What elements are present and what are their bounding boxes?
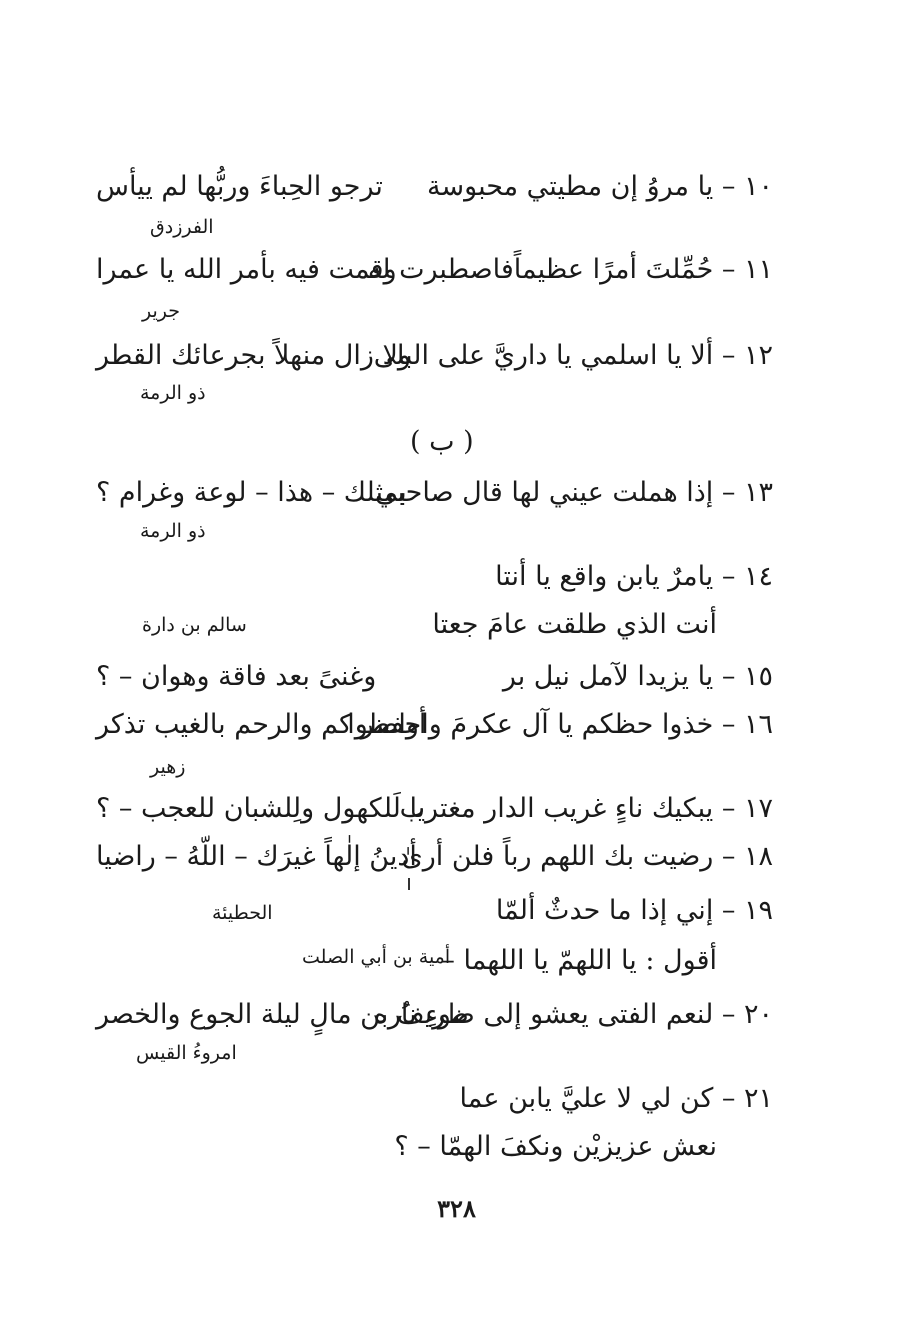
verse-line — [96, 333, 773, 379]
first-hemistich: ١٥ – يا يزيدا لآمل نيل بر — [502, 661, 773, 692]
first-hemistich: ١٠ – يا مروُ إن مطيتي محبوسة — [427, 171, 773, 202]
verse-line — [96, 786, 773, 832]
page-number: ٣٢٨ — [437, 1194, 476, 1223]
second-hemistich: وقمت فيه بأمر الله يا عمرا — [96, 254, 397, 285]
verse-line — [96, 992, 773, 1038]
poet-attribution: الحطيئة — [212, 902, 273, 924]
verse-line — [96, 654, 773, 700]
verse-line — [96, 247, 773, 293]
second-hemistich: طريفُ بن مالٍ ليلة الجوع والخصر — [96, 999, 469, 1030]
poet-attribution: سالم بن دارة — [142, 614, 247, 636]
first-hemistich: ١٦ – خذوا حظكم يا آل عكرمَ واحفظوا — [347, 709, 773, 740]
verse-line — [96, 702, 773, 748]
second-hemistich: يا لَلكهول ولِلشبان للعجب – ؟ — [96, 793, 426, 824]
section-label: ( ب ) — [410, 426, 474, 457]
first-hemistich: أنت الذي طلقت عامَ جعتا — [432, 609, 717, 640]
poet-attribution: أمية بن أبي الصلت — [302, 946, 451, 968]
second-hemistich: وغنىً بعد فاقة وهوان – ؟ — [96, 661, 377, 692]
first-hemistich: ١٩ – إني إذا ما حدثٌ ألمّا — [495, 895, 773, 926]
first-hemistich: ١٣ – إذا هملت عيني لها قال صاحبي — [375, 477, 773, 508]
verse-line — [96, 888, 773, 934]
first-hemistich: نعش عزيزيْن ونكفَ الهمّا – ؟ — [394, 1131, 717, 1162]
poet-attribution: الفرزدق — [150, 216, 214, 238]
verse-line — [96, 1076, 773, 1122]
first-hemistich: أقول : يا اللهمّ يا اللهما – — [441, 945, 717, 976]
first-hemistich: ١١ – حُمِّلتَ أمرًا عظيماًفاصطبرت له — [367, 254, 773, 285]
second-hemistich: أواصر كم والرحم بالغيب تذكر — [96, 709, 427, 740]
verse-line — [96, 1124, 717, 1170]
verse-line — [96, 164, 773, 210]
first-hemistich: ١٤ – يامرٌ يابن واقع يا أنتا — [495, 561, 773, 592]
second-hemistich: ولا زال منهلاً بجرعائك القطر — [96, 340, 411, 371]
first-hemistich: ٢٠ – لنعم الفتى يعشو إلى ضوءِ ناره — [373, 999, 773, 1030]
verse-line — [96, 834, 773, 880]
second-hemistich: ترجو الحِباءَ وربُّها لم ييأس — [96, 171, 383, 202]
first-hemistich: ١٨ – رضيت بك اللهم رباً فلن أرىٰ — [401, 841, 773, 872]
second-hemistich: أدينُ إلٰهاً غيرَك – اللّهُ – راضيا — [96, 841, 417, 872]
verse-line — [96, 554, 773, 600]
second-hemistich: بمثلك – هذا – لوعة وغرام ؟ — [96, 477, 407, 508]
first-hemistich: ١٧ – يبكيك ناءٍ غريب الدار مغترب — [399, 793, 773, 824]
first-hemistich: ١٢ – ألا يا اسلمي يا داريَّ على البلى — [373, 340, 773, 371]
poet-attribution: زهير — [150, 756, 186, 778]
poet-attribution: جرير — [142, 300, 180, 322]
poet-attribution: ذو الرمة — [140, 382, 206, 404]
verse-line — [96, 470, 773, 516]
first-hemistich: ٢١ – كن لي لا عليَّ يابن عما — [459, 1083, 773, 1114]
poet-attribution: ذو الرمة — [140, 520, 206, 542]
poet-attribution: امروءُ القيس — [136, 1042, 237, 1064]
